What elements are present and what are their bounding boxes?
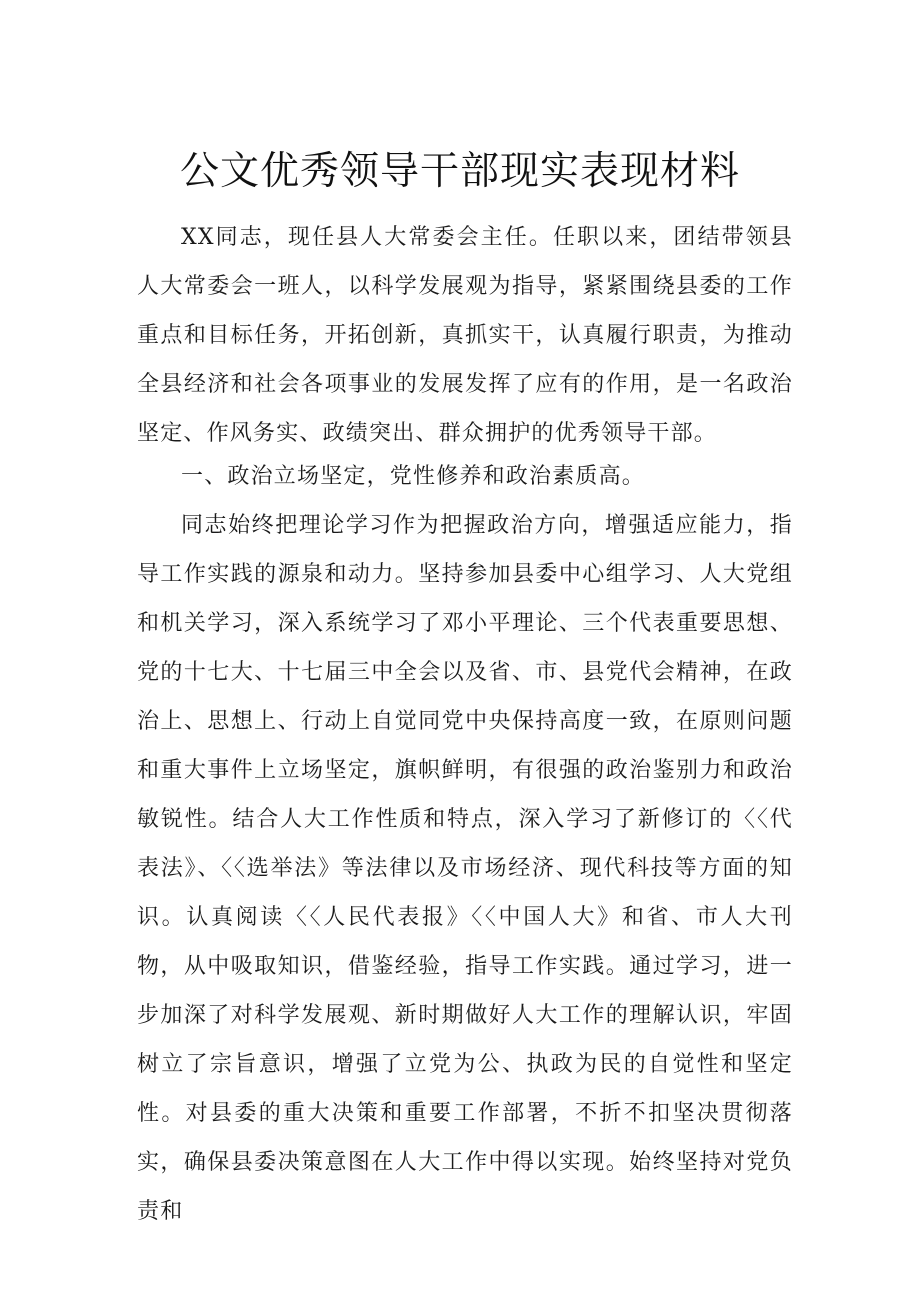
paragraph-intro: XX同志，现任县人大常委会主任。任职以来，团结带领县人大常委会一班人，以科学发展观为指导，紧紧围绕县委的工作重点和目标任务，开拓创新，真抓实干，认真履行职责，为推动全县经济和社会各项事业的发展发挥了应有的作用，是一名政治坚定、作风务实、政绩突出、群众拥护的优秀领导干部。 [137, 225, 793, 446]
paragraph-section-1: 同志始终把理论学习作为把握政治方向，增强适应能力，指导工作实践的源泉和动力。坚持参加县委中心组学习、人大党组和机关学习，深入系统学习了邓小平理论、三个代表重要思想、党的十七大、十七届三中全会以及省、市、县党代会精神，在政治上、思想上、行动上自觉同党中央保持高度一致，在原则问题和重大事件上立场坚定，旗帜鲜明，有很强的政治鉴别力和政治敏锐性。结合人大工作性质和特点，深入学习了新修订的〈〈代表法》、〈〈选举法》等法律以及市场经济、现代科技等方面的知识。认真阅读〈〈人民代表报》〈〈中国人大》和省、市人大刊物，从中吸取知识，借鉴经验，指导工作实践。通过学习，进一步加深了对科学发展观、新时期做好人大工作的理解认识，牢固树立了宗旨意识，增强了立党为公、执政为民的自觉性和坚定性。对县委的重大决策和重要工作部署，不折不扣坚决贯彻落实，确保县委决策意图在人大工作中得以实现。始终坚持对党负责和 [137, 513, 793, 1224]
section-heading-1: 一、政治立场坚定，党性修养和政治素质高。 [181, 464, 646, 489]
document-title: 公文优秀领导干部现实表现材料 [179, 149, 740, 194]
